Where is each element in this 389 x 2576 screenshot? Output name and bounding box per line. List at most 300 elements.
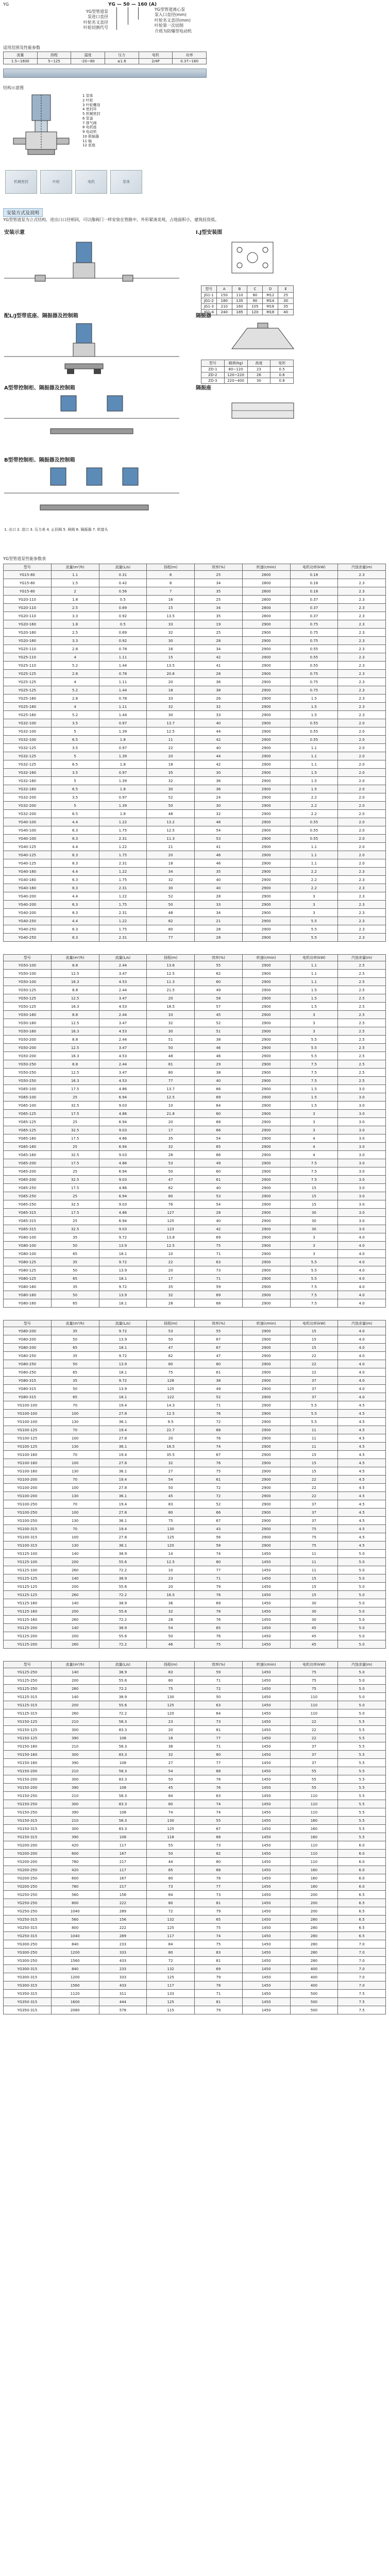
mount-row: [201, 372, 294, 378]
table-cell: YG40-125: [4, 843, 52, 851]
table-cell: 67: [195, 1825, 243, 1833]
table-cell: 2.3: [338, 925, 386, 934]
table-cell: 4: [51, 678, 99, 686]
table-row: [4, 1434, 386, 1443]
table-cell: 1450: [242, 1916, 290, 1924]
table-cell: 1600: [51, 1998, 99, 2006]
table-cell: 2900: [242, 1118, 290, 1126]
table-cell: 2.5: [51, 604, 99, 612]
ij-cell: 105: [247, 304, 263, 310]
table-cell: 13.5: [147, 662, 195, 670]
table-cell: 58.3: [99, 1792, 147, 1800]
table-cell: 4.53: [99, 978, 147, 986]
table-row: [4, 1998, 386, 2006]
table-cell: 25: [51, 1217, 99, 1225]
table-cell: 132: [147, 1965, 195, 1973]
table-cell: 6.0: [338, 1841, 386, 1850]
structure-section: [0, 86, 389, 204]
table-cell: 4: [51, 653, 99, 662]
table-cell: 32: [195, 703, 243, 711]
table-cell: 17.5: [51, 1184, 99, 1192]
table-cell: YG300-315: [4, 1973, 52, 1981]
table-cell: 2.3: [338, 901, 386, 909]
table-cell: 2.0: [338, 826, 386, 835]
table-cell: 28: [195, 670, 243, 678]
table-cell: YG40-100: [4, 818, 52, 826]
table-cell: 5.5: [290, 1258, 338, 1266]
table-cell: 110: [290, 1858, 338, 1866]
table-row: [4, 1291, 386, 1299]
table-cell: 60: [195, 978, 243, 986]
table-cell: 84: [147, 1792, 195, 1800]
table-row: [4, 1377, 386, 1385]
table-cell: 59: [195, 1668, 243, 1676]
table-cell: 46: [195, 859, 243, 868]
table-cell: 27.8: [99, 1484, 147, 1492]
table-cell: 2900: [242, 620, 290, 629]
table-cell: 70: [51, 1401, 99, 1410]
table-cell: 133: [147, 1990, 195, 1998]
table-cell: 1450: [242, 1948, 290, 1957]
table-cell: 6.5: [338, 1891, 386, 1899]
table-cell: 100: [51, 1533, 99, 1541]
table-cell: 130: [51, 1443, 99, 1451]
table-cell: 2900: [242, 1291, 290, 1299]
table-cell: 2.5: [338, 1044, 386, 1052]
table-row: [4, 1217, 386, 1225]
table-cell: 2900: [242, 1077, 290, 1085]
install-sub-e: 隔振座: [196, 385, 211, 391]
table-cell: 4.5: [338, 1541, 386, 1550]
table-cell: 110: [290, 1709, 338, 1718]
mount-row: [201, 367, 294, 372]
table-cell: 5.0: [338, 1574, 386, 1583]
table-cell: 2.31: [99, 909, 147, 917]
table-cell: 9.03: [99, 1126, 147, 1134]
table-cell: 78: [195, 1775, 243, 1784]
table-row: [4, 1767, 386, 1775]
table-cell: 200: [51, 1607, 99, 1616]
table-cell: 433: [99, 1957, 147, 1965]
table-cell: 217: [99, 1858, 147, 1866]
table-cell: YG150-160: [4, 1751, 52, 1759]
isolator-drawing: [222, 320, 304, 357]
table-cell: 222: [99, 1899, 147, 1907]
table-row: [4, 1533, 386, 1541]
table-cell: 83: [147, 1668, 195, 1676]
table-cell: 27.8: [99, 1410, 147, 1418]
table-cell: YG20-160: [4, 637, 52, 645]
table-cell: YG65-200: [4, 1159, 52, 1167]
table-cell: 22.7: [147, 1426, 195, 1434]
table-cell: 63: [195, 1701, 243, 1709]
table-cell: 140: [51, 1574, 99, 1583]
table-cell: 7.5: [338, 1990, 386, 1998]
table-cell: 67: [195, 1451, 243, 1459]
mount-cell: 80~120: [224, 367, 247, 372]
table-cell: 30: [290, 1607, 338, 1616]
table-cell: 300: [51, 1751, 99, 1759]
table-cell: 25: [51, 1192, 99, 1200]
table-cell: 2900: [242, 1019, 290, 1027]
table-cell: 1450: [242, 1676, 290, 1685]
table-cell: 5.5: [338, 1775, 386, 1784]
table-cell: YG80-200: [4, 1344, 52, 1352]
table-cell: 280: [290, 1924, 338, 1932]
table-row: [4, 604, 386, 612]
table-cell: 18.5: [147, 1003, 195, 1011]
table-cell: 5.5: [290, 1410, 338, 1418]
perf-col-head: 流量(m³/h): [51, 955, 99, 961]
table-cell: 3.0: [338, 1085, 386, 1093]
ij-head-5: E: [278, 286, 294, 293]
ij-head-3: C: [247, 286, 263, 293]
table-cell: 80: [147, 1509, 195, 1517]
table-cell: 0.18: [290, 587, 338, 596]
table-cell: 18: [147, 859, 195, 868]
table-cell: 300: [51, 1825, 99, 1833]
table-row: [4, 727, 386, 736]
table-cell: 500: [290, 2006, 338, 2014]
table-cell: 3: [290, 1019, 338, 1027]
table-cell: YG50-125: [4, 986, 52, 994]
table-cell: YG40-200: [4, 909, 52, 917]
table-cell: YG20-110: [4, 596, 52, 604]
table-cell: 9.72: [99, 1258, 147, 1266]
table-cell: 130: [51, 1418, 99, 1426]
table-cell: 22: [290, 1352, 338, 1360]
part-2: 3 叶轮螺母: [82, 103, 100, 107]
table-cell: 5.0: [338, 1668, 386, 1676]
table-cell: 13.7: [147, 1085, 195, 1093]
left-note-4: 叶轮切割代号: [83, 25, 108, 30]
table-row: [4, 1385, 386, 1393]
table-cell: 5.5: [338, 1800, 386, 1808]
table-cell: 50: [51, 1360, 99, 1368]
table-cell: 50: [147, 1850, 195, 1858]
table-cell: 2900: [242, 1541, 290, 1550]
perf-col-head: 扬程(m): [147, 1662, 195, 1668]
table-cell: YG40-160: [4, 884, 52, 892]
table-row: [4, 1233, 386, 1242]
table-cell: 1.1: [290, 760, 338, 769]
table-cell: 5.0: [338, 1709, 386, 1718]
table-cell: 1120: [51, 1990, 99, 1998]
table-cell: 83: [195, 1948, 243, 1957]
table-cell: 108: [99, 1808, 147, 1817]
table-cell: 260: [51, 1640, 99, 1649]
table-cell: 1.8: [99, 760, 147, 769]
table-cell: 58.3: [99, 1817, 147, 1825]
table-cell: 2900: [242, 835, 290, 843]
table-row: [4, 1093, 386, 1101]
table-cell: 71: [195, 1275, 243, 1283]
table-cell: 3.0: [338, 1217, 386, 1225]
table-cell: 2900: [242, 868, 290, 876]
table-cell: YG32-100: [4, 736, 52, 744]
table-row: [4, 1574, 386, 1583]
ij-cell: 135: [232, 298, 247, 304]
table-cell: 2900: [242, 1093, 290, 1101]
table-cell: 32.5: [51, 1101, 99, 1110]
table-cell: 2900: [242, 961, 290, 970]
table-cell: YG20-110: [4, 604, 52, 612]
table-cell: 5.0: [338, 1583, 386, 1591]
table-cell: 800: [51, 1924, 99, 1932]
photo-seal: 机械密封: [5, 170, 37, 194]
table-cell: 0.42: [99, 579, 147, 587]
table-cell: 1450: [242, 1558, 290, 1566]
ij-dimension-table: [201, 285, 294, 315]
table-cell: 280: [290, 1957, 338, 1965]
table-cell: 83.3: [99, 1800, 147, 1808]
table-cell: 30: [290, 1217, 338, 1225]
table-cell: 13.9: [99, 1360, 147, 1368]
mount-cell: ZD-2: [201, 372, 225, 378]
table-cell: 7.5: [290, 1069, 338, 1077]
table-cell: YG50-250: [4, 1077, 52, 1085]
table-cell: 2900: [242, 1299, 290, 1308]
table-cell: 2.5: [338, 970, 386, 978]
table-cell: 13.9: [99, 1242, 147, 1250]
table-cell: 77: [195, 1883, 243, 1891]
table-cell: 75: [290, 1533, 338, 1541]
table-cell: 72.2: [99, 1685, 147, 1693]
table-cell: 55: [290, 1767, 338, 1775]
table-row: [4, 1077, 386, 1085]
table-cell: 34: [195, 579, 243, 587]
table-row: [4, 752, 386, 760]
table-cell: 4.0: [338, 1393, 386, 1401]
table-cell: 2900: [242, 1027, 290, 1036]
table-cell: 2080: [51, 2006, 99, 2014]
table-cell: 15: [290, 1574, 338, 1583]
part-6: 7 排气阀: [82, 121, 97, 125]
table-row: [4, 1027, 386, 1036]
table-cell: 12.5: [147, 1093, 195, 1101]
table-cell: 2900: [242, 818, 290, 826]
table-cell: 3.0: [338, 1118, 386, 1126]
table-cell: 7.5: [290, 1291, 338, 1299]
table-cell: 5.5: [290, 917, 338, 925]
table-cell: 40: [195, 1077, 243, 1085]
table-cell: 2900: [242, 670, 290, 678]
table-cell: 12.5: [147, 1242, 195, 1250]
table-cell: 77: [195, 1759, 243, 1767]
table-cell: 390: [51, 1759, 99, 1767]
table-cell: 1450: [242, 1891, 290, 1899]
table-cell: YG65-315: [4, 1225, 52, 1233]
table-cell: 45: [290, 1624, 338, 1632]
table-cell: 3: [290, 1250, 338, 1258]
table-cell: 35: [51, 1327, 99, 1335]
table-cell: 4: [290, 1143, 338, 1151]
table-cell: 2900: [242, 1283, 290, 1291]
perf-col-head: 转速(r/min): [242, 955, 290, 961]
table-row: [4, 835, 386, 843]
table-row: [4, 579, 386, 587]
table-cell: 400: [290, 1973, 338, 1981]
table-cell: 28: [195, 934, 243, 942]
table-cell: 600: [51, 1874, 99, 1883]
table-cell: 32: [147, 1143, 195, 1151]
table-cell: 55: [147, 1841, 195, 1850]
table-cell: 167: [99, 1874, 147, 1883]
table-cell: 33: [147, 694, 195, 703]
table-row: [4, 1209, 386, 1217]
table-cell: 66: [195, 1509, 243, 1517]
table-cell: 117: [99, 1866, 147, 1874]
perf-col-head: 流量(L/s): [99, 1320, 147, 1327]
table-cell: 17: [147, 1126, 195, 1134]
table-cell: 22: [290, 1734, 338, 1742]
table-cell: 0.75: [290, 637, 338, 645]
table-cell: 6.3: [51, 826, 99, 835]
table-cell: 260: [51, 1591, 99, 1599]
table-row: [4, 670, 386, 678]
ij-row: [201, 304, 294, 310]
table-cell: 81: [195, 1998, 243, 2006]
table-cell: 4.4: [51, 917, 99, 925]
table-cell: 2.2: [290, 810, 338, 818]
table-cell: 2.5: [338, 1019, 386, 1027]
table-cell: 2.3: [338, 686, 386, 694]
table-cell: 156: [99, 1891, 147, 1899]
table-cell: 55.6: [99, 1632, 147, 1640]
table-cell: 1450: [242, 1825, 290, 1833]
table-cell: 4.86: [99, 1110, 147, 1118]
table-cell: 1450: [242, 1718, 290, 1726]
table-cell: 1040: [51, 1932, 99, 1940]
table-row: [4, 612, 386, 620]
table-cell: 6.5: [51, 785, 99, 793]
table-cell: 7.0: [338, 1940, 386, 1948]
table-cell: 4.5: [338, 1533, 386, 1541]
table-row: [4, 970, 386, 978]
table-cell: 38: [195, 1377, 243, 1385]
model-code: YG — 50 — 160 (A): [108, 2, 157, 7]
table-cell: YG40-100: [4, 835, 52, 843]
table-cell: 3: [290, 1118, 338, 1126]
table-cell: 2.44: [99, 1060, 147, 1069]
table-cell: 210: [51, 1767, 99, 1775]
part-3: 4 密封环: [82, 107, 97, 112]
table-cell: 0.55: [290, 719, 338, 727]
part-10: 11 轴: [82, 139, 92, 143]
table-cell: 9.72: [99, 1327, 147, 1335]
table-cell: YG25-110: [4, 653, 52, 662]
table-cell: 30: [290, 1209, 338, 1217]
scope-table: [3, 52, 207, 64]
table-cell: 1450: [242, 1850, 290, 1858]
table-cell: 32: [147, 1751, 195, 1759]
table-row: [4, 1850, 386, 1858]
table-cell: 45: [147, 1492, 195, 1500]
table-cell: 82: [147, 1184, 195, 1192]
table-cell: 2900: [242, 686, 290, 694]
table-cell: 20: [147, 1266, 195, 1275]
scope-band: [3, 69, 207, 78]
table-cell: 2900: [242, 1517, 290, 1525]
table-cell: 19.4: [99, 1476, 147, 1484]
table-cell: 58: [195, 994, 243, 1003]
table-cell: YG200-250: [4, 1866, 52, 1874]
table-cell: 13.5: [147, 612, 195, 620]
table-cell: 54: [147, 1476, 195, 1484]
table-cell: YG25-110: [4, 645, 52, 653]
table-cell: 76: [147, 1200, 195, 1209]
table-cell: 76: [195, 1784, 243, 1792]
table-cell: 420: [51, 1866, 99, 1874]
table-cell: 160: [290, 1883, 338, 1891]
table-cell: 5: [51, 727, 99, 736]
table-cell: 35: [195, 868, 243, 876]
table-cell: YG250-250: [4, 1891, 52, 1899]
table-cell: 4.5: [338, 1517, 386, 1525]
table-cell: 1450: [242, 1833, 290, 1841]
table-cell: 77: [195, 1566, 243, 1574]
table-cell: 48: [195, 818, 243, 826]
table-cell: 1450: [242, 1940, 290, 1948]
table-cell: 118: [147, 1833, 195, 1841]
part-11: 12 底座: [82, 143, 96, 148]
table-cell: 200: [51, 1632, 99, 1640]
table-cell: YG300-250: [4, 1957, 52, 1965]
table-cell: 1.75: [99, 851, 147, 859]
perf-table-block: [3, 954, 386, 1308]
table-cell: 37: [290, 1509, 338, 1517]
table-cell: 1560: [51, 1981, 99, 1990]
mount-row: [201, 378, 294, 384]
table-cell: 5.5: [290, 1401, 338, 1410]
table-cell: YG200-200: [4, 1850, 52, 1858]
table-cell: 82: [195, 1850, 243, 1858]
table-cell: YG125-250: [4, 1668, 52, 1676]
table-cell: 7.0: [338, 1948, 386, 1957]
table-cell: 2.3: [338, 620, 386, 629]
table-cell: YG100-250: [4, 1509, 52, 1517]
table-cell: 9.5: [147, 1418, 195, 1426]
table-cell: 2800: [242, 596, 290, 604]
table-row: [4, 2006, 386, 2014]
table-cell: 2900: [242, 1159, 290, 1167]
table-cell: 1.1: [51, 571, 99, 579]
table-cell: 50: [195, 1693, 243, 1701]
table-cell: 32.5: [51, 1151, 99, 1159]
table-cell: 27.8: [99, 1509, 147, 1517]
table-cell: 1450: [242, 1957, 290, 1965]
table-cell: YG100-315: [4, 1525, 52, 1533]
table-cell: 2.3: [338, 587, 386, 596]
table-cell: 40: [195, 719, 243, 727]
table-cell: 5.5: [338, 1792, 386, 1800]
table-cell: 2.44: [99, 986, 147, 994]
table-cell: YG32-200: [4, 793, 52, 802]
table-cell: 2900: [242, 1335, 290, 1344]
table-cell: 45: [147, 1784, 195, 1792]
table-cell: 5.5: [290, 1266, 338, 1275]
install-sub-b: I.J型安装图: [196, 230, 223, 235]
table-cell: 2900: [242, 1327, 290, 1335]
table-cell: 5.5: [290, 1275, 338, 1283]
ij-cell: M12: [263, 293, 278, 298]
table-cell: 4.53: [99, 1027, 147, 1036]
table-cell: 12.5: [51, 994, 99, 1003]
table-row: [4, 909, 386, 917]
table-cell: 1450: [242, 1591, 290, 1599]
table-cell: 2900: [242, 1443, 290, 1451]
table-cell: 54: [147, 1624, 195, 1632]
